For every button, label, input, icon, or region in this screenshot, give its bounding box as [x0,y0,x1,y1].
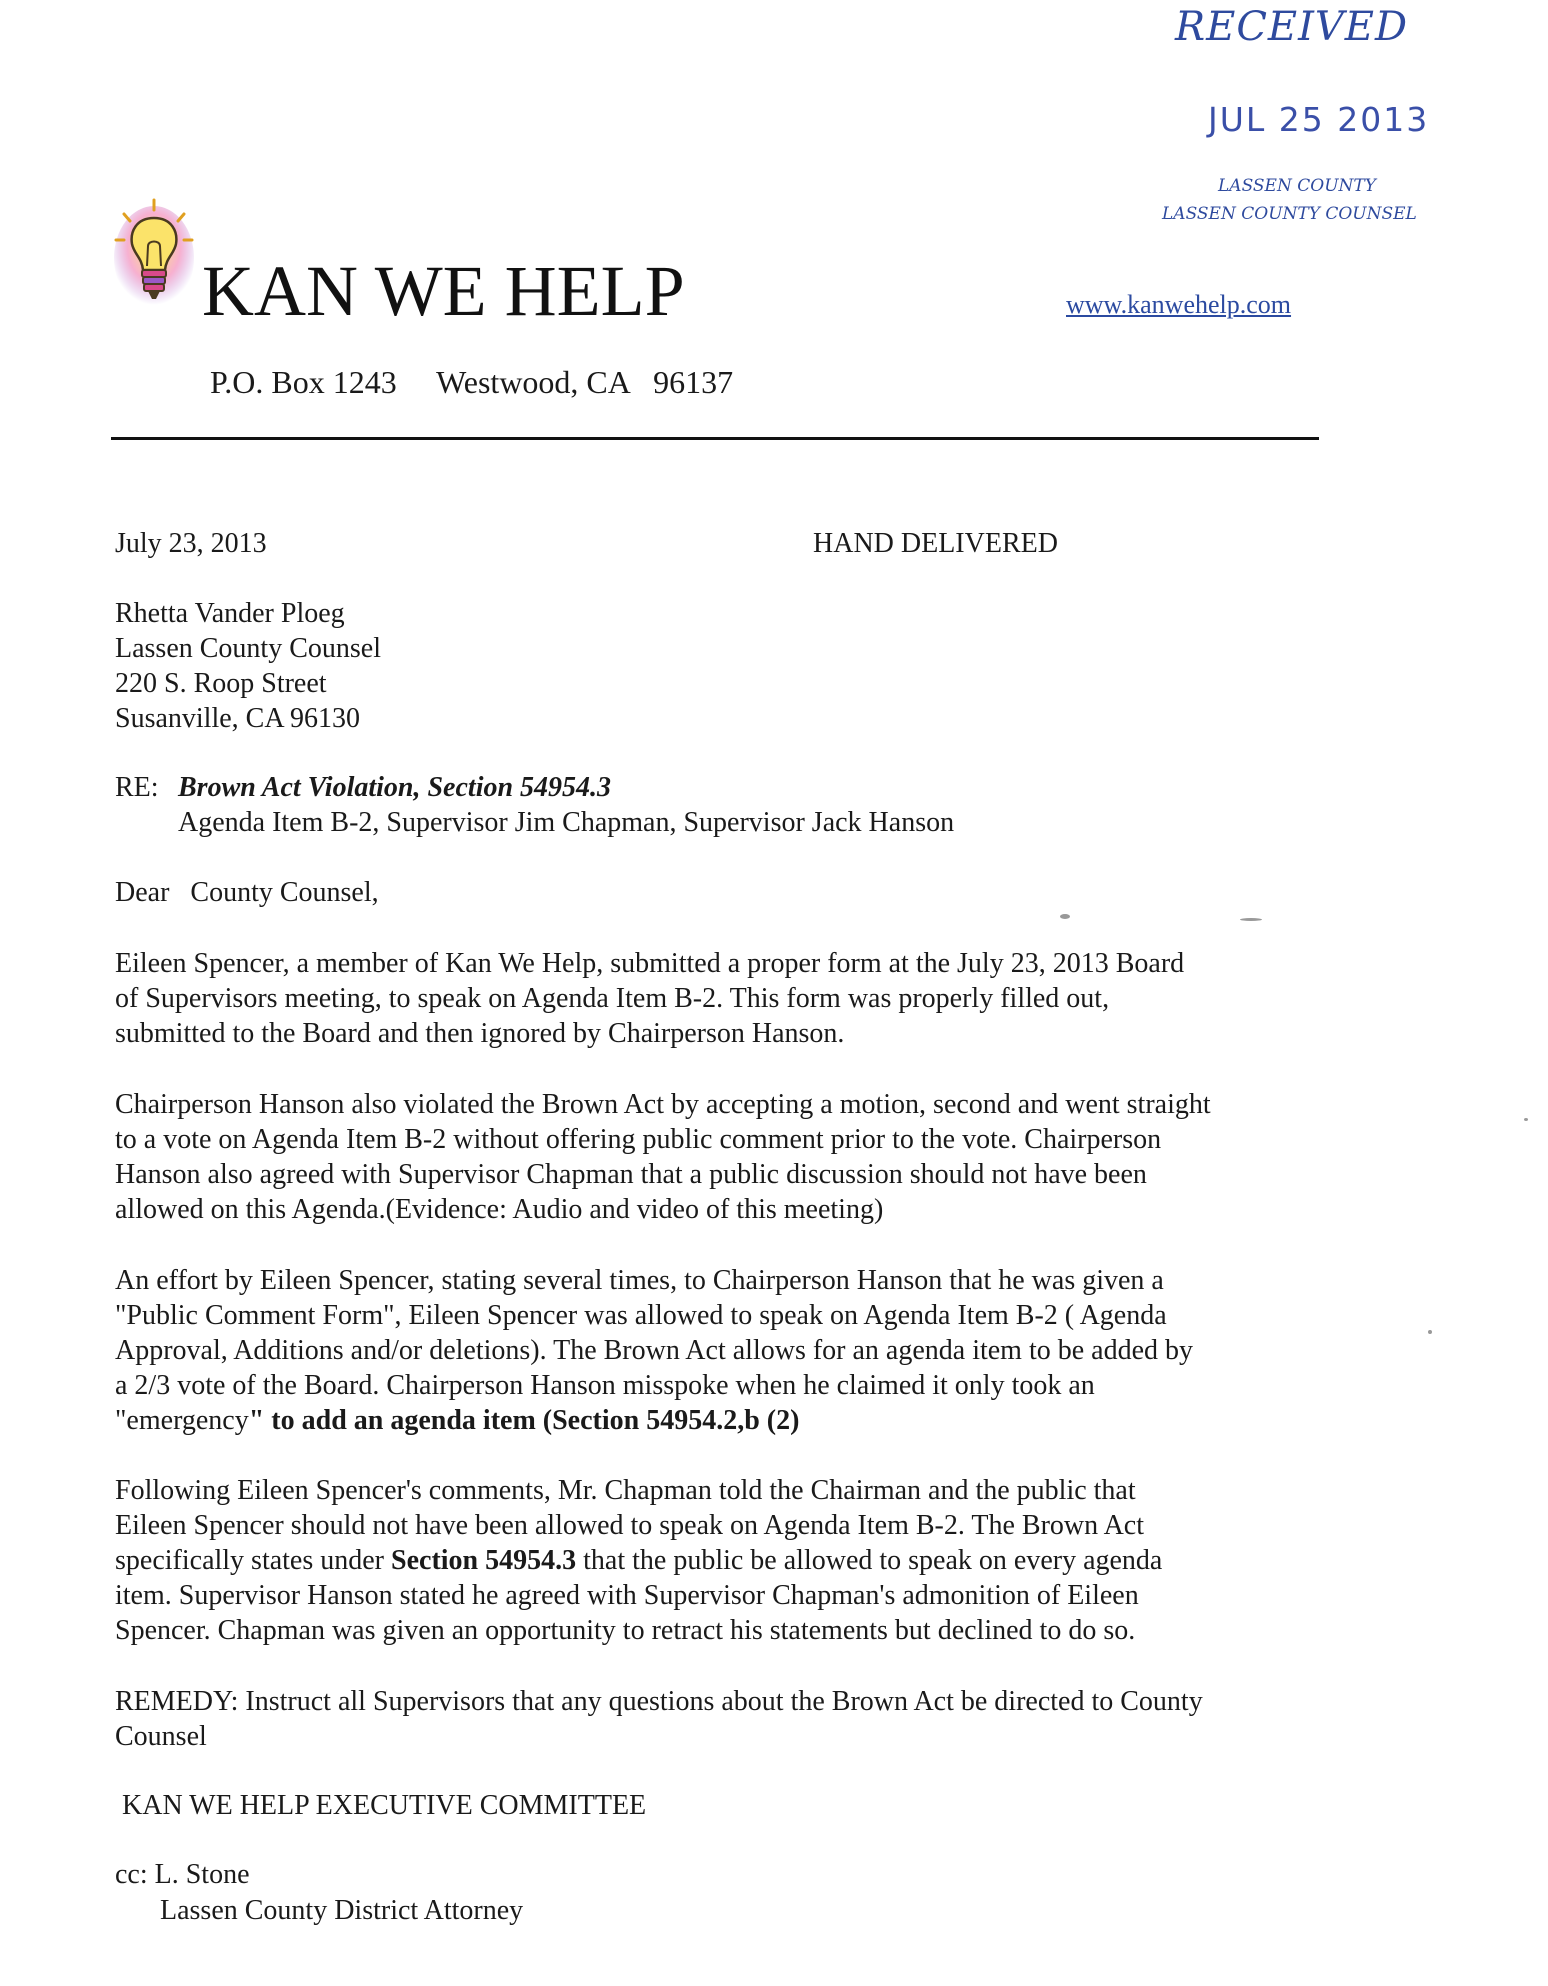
paragraph-line: of Supervisors meeting, to speak on Agenda Item B-2. This form was properly filled out, [115,983,1110,1014]
paragraph-line: Chairperson Hanson also violated the Brown Act by accepting a motion, second and went straight [115,1089,1211,1120]
letterhead-divider [111,437,1319,440]
paragraph-line: An effort by Eileen Spencer, stating several times, to Chairperson Hanson that he was given a [115,1265,1164,1296]
quote-emergency: "emergency [115,1405,249,1436]
text-segment: specifically states under [115,1545,392,1576]
delivery-method: HAND DELIVERED [813,528,1058,559]
paragraph-4 [115,1473,1162,1648]
organization-address: P.O. Box 1243 Westwood, CA 96137 [210,364,734,400]
cc-line: cc: L. Stone [115,1859,250,1890]
stamp-counsel: LASSEN COUNTY COUNSEL [1162,204,1417,224]
letter-date: July 23, 2013 [115,528,267,559]
recipient-name: Rhetta Vander Ploeg [115,598,345,629]
re-label: RE: [115,772,159,803]
section-reference: Section 54954.3 [391,1545,577,1576]
lightbulb-logo-icon [112,196,212,321]
section-reference: " to add an agenda item (Section 54954.2,b (2) [248,1405,800,1436]
paragraph-line [115,1403,1193,1438]
salutation: Dear County Counsel, [115,877,379,908]
organization-name: KAN WE HELP [202,251,685,331]
subject-block [115,770,954,840]
paragraph-line: Approval, Additions and/or deletions). The Brown Act allows for an agenda item to be added by [115,1335,1194,1366]
remedy-paragraph [115,1684,1203,1754]
paragraph-line: Eileen Spencer should not have been allowed to speak on Agenda Item B-2. The Brown Act [115,1510,1144,1541]
website-link[interactable]: www.kanwehelp.com [1066,290,1292,319]
paragraph-line: item. Supervisor Hanson stated he agreed with Supervisor Chapman's admonition of Eileen [115,1580,1139,1611]
scan-speck [1524,1118,1528,1121]
paragraph-line [115,1543,1162,1578]
paragraph-line: Counsel [115,1721,207,1752]
paragraph-3 [115,1263,1193,1438]
text-segment: that the public be allowed to speak on every agenda [576,1545,1163,1576]
scan-speck [1240,918,1262,921]
recipient-city: Susanville, CA 96130 [115,703,361,734]
paragraph-line: Hanson also agreed with Supervisor Chapman that a public discussion should not have been [115,1159,1147,1190]
stamp-county: LASSEN COUNTY [1218,176,1376,196]
cc-line-2: Lassen County District Attorney [160,1895,524,1926]
recipient-title: Lassen County Counsel [115,633,381,664]
signature-committee: KAN WE HELP EXECUTIVE COMMITTEE [122,1790,647,1821]
paragraph-line: REMEDY: Instruct all Supervisors that any questions about the Brown Act be directed to County [115,1686,1203,1717]
subject-title: Brown Act Violation, Section 54954.3 [178,772,612,803]
paragraph-line: submitted to the Board and then ignored by Chairperson Hanson. [115,1018,845,1049]
paragraph-line: a 2/3 vote of the Board. Chairperson Hanson misspoke when he claimed it only took an [115,1370,1095,1401]
paragraph-1 [115,946,1184,1051]
scan-speck [1428,1330,1432,1334]
subject-subtitle: Agenda Item B-2, Supervisor Jim Chapman, Supervisor Jack Hanson [178,807,955,838]
paragraph-line: "Public Comment Form", Eileen Spencer was allowed to speak on Agenda Item B-2 ( Agenda [115,1300,1167,1331]
paragraph-line: Spencer. Chapman was given an opportunity to retract his statements but declined to do so. [115,1615,1136,1646]
scan-speck [1060,914,1070,919]
received-stamp: RECEIVED [1175,4,1409,50]
recipient-address [115,596,381,736]
paragraph-2 [115,1087,1211,1227]
recipient-street: 220 S. Roop Street [115,668,327,699]
paragraph-line: to a vote on Agenda Item B-2 without offering public comment prior to the vote. Chairperson [115,1124,1162,1155]
paragraph-line: Eileen Spencer, a member of Kan We Help, submitted a proper form at the July 23, 2013 Board [115,948,1185,979]
received-date: JUL 25 2013 [1208,100,1430,139]
paragraph-line: Following Eileen Spencer's comments, Mr. Chapman told the Chairman and the public that [115,1475,1136,1506]
paragraph-line: allowed on this Agenda.(Evidence: Audio and video of this meeting) [115,1194,884,1225]
